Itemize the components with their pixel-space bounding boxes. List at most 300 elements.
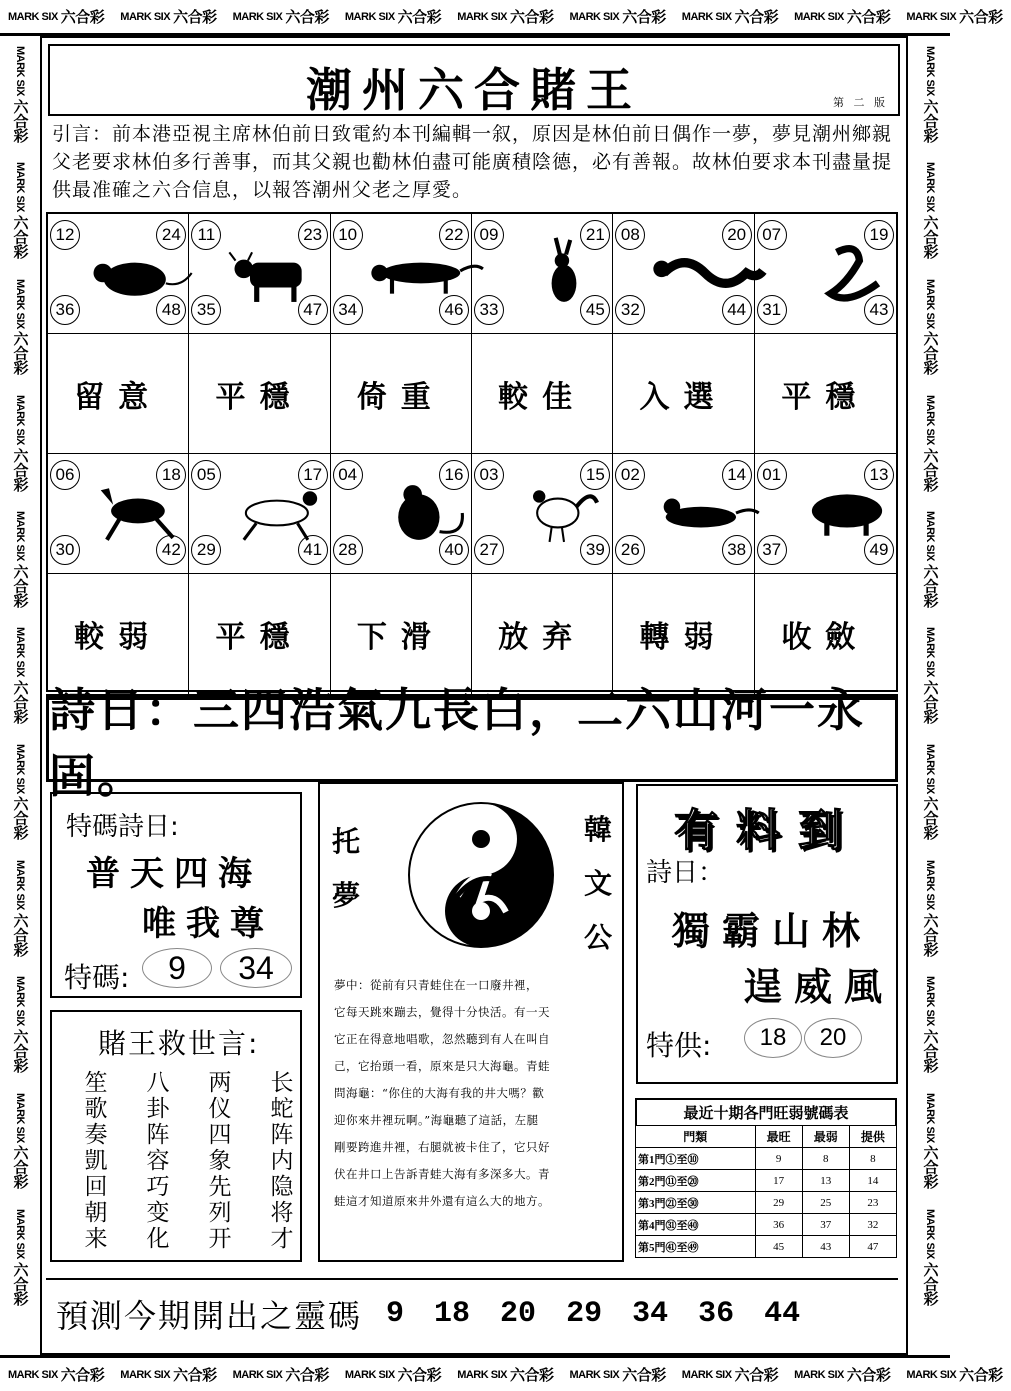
highlight-line-2: 逞威風	[744, 965, 895, 1009]
gambler-char: 先	[208, 1174, 232, 1200]
watermark-logo	[898, 1364, 1010, 1385]
rooster-icon	[502, 482, 626, 544]
gambler-char: 八	[146, 1070, 170, 1096]
zodiac-number: 39	[580, 535, 610, 565]
watermark-latin: MARK SIX	[14, 394, 26, 445]
zodiac-number: 26	[615, 535, 645, 565]
watermark-strip-right	[910, 36, 950, 1355]
watermark-logo	[920, 850, 941, 966]
zodiac-number: 27	[474, 535, 504, 565]
zodiac-trend: 平穩	[755, 334, 896, 454]
watermark-logo	[449, 1364, 561, 1385]
watermark-logo	[225, 6, 337, 27]
watermark-latin: MARK SIX	[924, 859, 936, 910]
zodiac-number: 17	[298, 460, 328, 490]
zodiac-number: 32	[615, 295, 645, 325]
zodiac-cell	[331, 214, 472, 334]
watermark-logo	[337, 6, 449, 27]
gambler-char: 才	[270, 1226, 294, 1252]
zodiac-trend: 較弱	[48, 574, 189, 694]
watermark-chinese: 六合彩	[921, 98, 939, 143]
watermark-latin: MARK SIX	[14, 859, 26, 910]
stats-cell: 36	[755, 1214, 802, 1236]
watermark-latin: MARK SIX	[14, 1208, 26, 1259]
stats-cell: 第3門㉑至㉚	[636, 1192, 756, 1214]
watermark-strip-top	[0, 0, 1003, 36]
watermark-chinese: 六合彩	[11, 1261, 29, 1306]
zodiac-cell	[755, 214, 896, 334]
intro-text: 引言：前本港亞視主席林伯前日致電約本刊編輯一叙，原因是林伯前日偶作一夢，夢見潮州鄉親父老要求林伯多行善事，而其父親也勸林伯盡可能廣積陰德，必有善報。故林伯要求本刊盡量提供最准確之六合信息，以報答潮州父老之厚愛。	[52, 123, 893, 201]
watermark-logo	[449, 6, 561, 27]
highlight-number-2: 20	[804, 1018, 862, 1058]
zodiac-number: 12	[50, 220, 80, 250]
zodiac-number: 45	[580, 295, 610, 325]
story-line: 迎你來井裡玩啊。”海龜聽了這話，左腿	[334, 1113, 539, 1127]
zodiac-trend: 平穩	[189, 334, 330, 454]
zodiac-number: 37	[757, 535, 787, 565]
zodiac-number: 22	[439, 220, 469, 250]
gambler-char: 两	[208, 1070, 232, 1096]
watermark-logo	[920, 617, 941, 733]
prediction-bar	[46, 1278, 898, 1348]
watermark-latin: MARK SIX	[924, 278, 936, 329]
zodiac-number: 08	[615, 220, 645, 250]
zodiac-number: 01	[757, 460, 787, 490]
watermark-latin: MARK SIX	[924, 627, 936, 678]
zodiac-number: 33	[474, 295, 504, 325]
goat-icon	[219, 482, 343, 544]
stats-header-cell: 門類	[636, 1126, 756, 1148]
yin-yang-icon	[406, 800, 556, 950]
watermark-latin: MARK SIX	[681, 10, 732, 23]
zodiac-number: 35	[191, 295, 221, 325]
monkey-icon	[361, 482, 485, 544]
zodiac-cell	[472, 214, 613, 334]
zodiac-number: 02	[615, 460, 645, 490]
dream-right-label	[584, 808, 612, 956]
prediction-number: 20	[500, 1297, 537, 1331]
zodiac-number: 46	[439, 295, 469, 325]
watermark-latin: MARK SIX	[906, 1368, 957, 1381]
dream-right-char: 韓	[583, 813, 612, 846]
gambler-char: 歌	[84, 1096, 108, 1122]
stats-header-row	[636, 1126, 897, 1148]
highlight-number-1: 18	[744, 1018, 802, 1058]
watermark-latin: MARK SIX	[120, 10, 171, 23]
watermark-chinese: 六合彩	[11, 98, 29, 143]
watermark-latin: MARK SIX	[457, 10, 507, 23]
prediction-number: 44	[764, 1297, 801, 1331]
watermark-chinese: 六合彩	[921, 215, 939, 259]
highlight-box	[636, 784, 898, 1084]
gambler-char: 凱	[84, 1148, 108, 1174]
watermark-chinese: 六合彩	[11, 331, 29, 375]
gambler-char: 奏	[84, 1122, 108, 1148]
watermark-chinese: 六合彩	[285, 9, 329, 26]
zodiac-cell	[189, 454, 330, 574]
zodiac-number: 41	[298, 535, 328, 565]
gambler-char: 列	[208, 1200, 232, 1226]
prediction-numbers	[386, 1297, 800, 1331]
watermark-latin: MARK SIX	[924, 743, 936, 794]
watermark-chinese: 六合彩	[509, 9, 554, 26]
gambler-char: 仪	[208, 1096, 232, 1122]
story-line: 它每天跳來蹦去，覺得十分快活。有一天	[334, 1005, 550, 1019]
watermark-latin: MARK SIX	[924, 394, 936, 445]
zodiac-grid	[46, 212, 898, 692]
watermark-logo	[674, 6, 786, 27]
zodiac-number: 15	[580, 460, 610, 490]
story-line: 夢中：從前有只青蛙住在一口廢井裡，	[334, 978, 538, 992]
zodiac-number: 04	[333, 460, 363, 490]
watermark-latin: MARK SIX	[120, 1368, 171, 1381]
watermark-logo	[0, 6, 112, 27]
stats-row	[636, 1214, 897, 1236]
rat-icon	[78, 242, 202, 304]
watermark-logo	[10, 501, 31, 617]
zodiac-number: 29	[191, 535, 221, 565]
stats-cell: 17	[755, 1170, 802, 1192]
watermark-chinese: 六合彩	[11, 912, 29, 957]
zodiac-trend: 入選	[613, 334, 754, 454]
zodiac-cell	[613, 454, 754, 574]
watermark-logo	[561, 6, 673, 27]
gambler-char: 隐	[270, 1174, 294, 1200]
watermark-latin: MARK SIX	[14, 627, 26, 678]
watermark-logo	[920, 385, 941, 501]
watermark-chinese: 六合彩	[921, 680, 939, 724]
zodiac-trend: 轉弱	[613, 574, 754, 694]
story-line: 它正在得意地唱歌，忽然聽到有人在叫自	[334, 1032, 550, 1046]
watermark-latin: MARK SIX	[924, 511, 936, 561]
zodiac-number: 06	[50, 460, 80, 490]
stats-cell: 37	[802, 1214, 849, 1236]
gambler-char: 内	[270, 1148, 294, 1174]
stats-cell: 32	[849, 1214, 896, 1236]
watermark-latin: MARK SIX	[794, 1368, 844, 1381]
watermark-logo	[920, 36, 941, 152]
watermark-chinese: 六合彩	[846, 1367, 891, 1384]
zodiac-number: 24	[156, 220, 186, 250]
zodiac-number: 30	[50, 535, 80, 565]
highlight-poem-label: 詩日：	[646, 858, 725, 888]
watermark-latin: MARK SIX	[14, 511, 26, 561]
watermark-logo	[112, 1364, 224, 1385]
poem-banner: 詩日：三四浩氣九長白，二六山河一永固。	[46, 694, 898, 782]
header	[48, 44, 900, 116]
watermark-logo	[920, 501, 941, 617]
ox-icon	[219, 242, 343, 304]
watermark-latin: MARK SIX	[8, 10, 58, 23]
prediction-number: 18	[434, 1297, 471, 1331]
watermark-latin: MARK SIX	[14, 46, 26, 96]
prediction-number: 34	[632, 1297, 669, 1331]
watermark-chinese: 六合彩	[921, 1145, 939, 1189]
stats-title: 最近十期各門旺弱號碼表	[635, 1098, 897, 1125]
dragon-icon	[643, 242, 767, 304]
stats-cell: 43	[802, 1236, 849, 1258]
gambler-char: 巧	[146, 1174, 170, 1200]
zodiac-cell	[613, 214, 754, 334]
watermark-logo	[10, 1199, 31, 1315]
zodiac-number: 48	[156, 295, 186, 325]
zodiac-number: 40	[439, 535, 469, 565]
special-poem-line-1: 普天四海	[86, 854, 262, 894]
watermark-logo	[337, 1364, 449, 1385]
watermark-chinese: 六合彩	[397, 1367, 442, 1384]
watermark-latin: MARK SIX	[14, 278, 26, 329]
watermark-latin: MARK SIX	[232, 1368, 283, 1381]
watermark-latin: MARK SIX	[924, 162, 936, 213]
page-title: 潮州六合賭王	[306, 63, 642, 117]
zodiac-number: 44	[722, 295, 752, 325]
watermark-logo	[10, 734, 31, 850]
zodiac-trend: 留意	[48, 334, 189, 454]
watermark-logo	[10, 385, 31, 501]
stats-cell: 9	[755, 1148, 802, 1170]
watermark-chinese: 六合彩	[734, 9, 779, 26]
watermark-logo	[920, 152, 941, 268]
zodiac-trend: 倚重	[331, 334, 472, 454]
stats-row	[636, 1192, 897, 1214]
gambler-saying-box	[50, 1010, 302, 1262]
stats-table	[635, 1098, 897, 1258]
watermark-logo	[10, 152, 31, 268]
stats-cell: 14	[849, 1170, 896, 1192]
zodiac-cell	[48, 214, 189, 334]
stats-cell: 13	[802, 1170, 849, 1192]
watermark-chinese: 六合彩	[11, 563, 29, 608]
dream-left-char: 托	[332, 825, 361, 858]
watermark-latin: MARK SIX	[14, 976, 26, 1027]
zodiac-cell	[48, 454, 189, 574]
zodiac-number: 13	[864, 460, 894, 490]
watermark-logo	[225, 1364, 337, 1385]
watermark-latin: MARK SIX	[924, 1208, 936, 1259]
watermark-chinese: 六合彩	[11, 1029, 29, 1073]
gambler-title: 賭王救世言:	[98, 1027, 260, 1060]
watermark-logo	[674, 1364, 786, 1385]
watermark-chinese: 六合彩	[11, 796, 29, 840]
watermark-latin: MARK SIX	[344, 1368, 395, 1381]
watermark-chinese: 六合彩	[921, 1261, 939, 1306]
dream-story-box	[318, 782, 624, 1262]
watermark-logo	[786, 1364, 898, 1385]
zodiac-cell	[189, 214, 330, 334]
watermark-chinese: 六合彩	[734, 1367, 779, 1384]
watermark-latin: MARK SIX	[14, 743, 26, 794]
watermark-logo	[898, 6, 1010, 27]
watermark-latin: MARK SIX	[344, 10, 395, 23]
watermark-chinese: 六合彩	[11, 1145, 29, 1189]
watermark-latin: MARK SIX	[681, 1368, 732, 1381]
watermark-chinese: 六合彩	[60, 9, 105, 26]
zodiac-number: 03	[474, 460, 504, 490]
gambler-column	[206, 1070, 234, 1252]
gambler-char: 阵	[270, 1122, 294, 1148]
snake-icon	[785, 242, 909, 304]
zodiac-cell	[331, 454, 472, 574]
special-number-2: 34	[220, 948, 292, 988]
zodiac-number: 21	[580, 220, 610, 250]
dog-icon	[643, 482, 767, 544]
watermark-logo	[10, 269, 31, 385]
watermark-latin: MARK SIX	[569, 1368, 620, 1381]
watermark-logo	[561, 1364, 673, 1385]
stats-header-cell: 提供	[849, 1126, 896, 1148]
gambler-char: 将	[270, 1200, 294, 1226]
gambler-char: 容	[146, 1148, 170, 1174]
gambler-char: 长	[270, 1070, 294, 1096]
special-number-1: 9	[142, 948, 212, 988]
zodiac-trend: 下滑	[331, 574, 472, 694]
watermark-chinese: 六合彩	[921, 1029, 939, 1073]
watermark-chinese: 六合彩	[11, 215, 29, 259]
gambler-char: 来	[84, 1226, 108, 1252]
story-line: 問海龜：“你住的大海有我的井大嗎？歡	[334, 1086, 545, 1100]
prediction-number: 29	[566, 1297, 603, 1331]
story-line: 己，它抬頭一看，原來是只大海龜。青蛙	[334, 1059, 550, 1073]
watermark-logo	[786, 6, 898, 27]
zodiac-number: 47	[298, 295, 328, 325]
watermark-latin: MARK SIX	[8, 1368, 58, 1381]
dream-story-text	[334, 972, 612, 1215]
watermark-chinese: 六合彩	[11, 680, 29, 724]
highlight-line-1: 獨霸山林	[672, 909, 873, 953]
prediction-label: 預測今期開出之靈碼	[56, 1297, 363, 1335]
gambler-char: 开	[208, 1226, 232, 1252]
watermark-logo	[920, 966, 941, 1082]
stats-header-cell: 最弱	[802, 1126, 849, 1148]
special-title: 特碼詩日:	[66, 812, 179, 842]
watermark-chinese: 六合彩	[60, 1367, 105, 1384]
zodiac-number: 34	[333, 295, 363, 325]
watermark-latin: MARK SIX	[457, 1368, 507, 1381]
special-number-box	[50, 792, 302, 998]
gambler-char: 四	[208, 1122, 232, 1148]
highlight-provide-label: 特供:	[646, 1029, 712, 1062]
zodiac-number: 18	[156, 460, 186, 490]
dream-left-label	[332, 820, 360, 914]
watermark-latin: MARK SIX	[232, 10, 283, 23]
gambler-char: 笙	[84, 1070, 108, 1096]
stats-cell: 8	[802, 1148, 849, 1170]
gambler-column	[144, 1070, 172, 1252]
stats-cell: 第5門㊶至㊾	[636, 1236, 756, 1258]
edition-label: 第 二 版	[833, 96, 888, 109]
gambler-column	[268, 1070, 296, 1252]
gambler-char: 象	[208, 1148, 232, 1174]
watermark-logo	[920, 1083, 941, 1199]
watermark-logo	[10, 617, 31, 733]
watermark-chinese: 六合彩	[921, 447, 939, 492]
stats-row	[636, 1170, 897, 1192]
zodiac-trend: 收斂	[781, 620, 870, 655]
story-line: 剛要跨進井裡，右腿就被卡住了，它只好	[334, 1140, 550, 1154]
stats-cell: 47	[849, 1236, 896, 1258]
zodiac-number: 38	[722, 535, 752, 565]
watermark-chinese: 六合彩	[285, 1367, 329, 1384]
zodiac-number: 23	[298, 220, 328, 250]
zodiac-number: 31	[757, 295, 787, 325]
story-line: 伏在井口上告訴青蛙大海有多深多大。青	[334, 1167, 550, 1181]
watermark-chinese: 六合彩	[622, 1367, 666, 1384]
dream-left-char: 夢	[332, 879, 361, 912]
prediction-number: 9	[386, 1297, 405, 1331]
watermark-logo	[0, 1364, 112, 1385]
story-line: 蛙這才知道原來井外還有這么大的地方。	[334, 1194, 550, 1208]
stats-cell: 第4門㉛至㊵	[636, 1214, 756, 1236]
watermark-latin: MARK SIX	[924, 1092, 936, 1143]
watermark-chinese: 六合彩	[921, 912, 939, 957]
watermark-latin: MARK SIX	[14, 162, 26, 213]
tiger-icon	[361, 242, 485, 304]
zodiac-number: 28	[333, 535, 363, 565]
stats-header-cell: 最旺	[755, 1126, 802, 1148]
watermark-latin: MARK SIX	[924, 46, 936, 96]
special-poem-line-2: 唯我尊	[142, 904, 274, 944]
zodiac-number: 36	[50, 295, 80, 325]
watermark-chinese: 六合彩	[173, 1367, 217, 1384]
watermark-chinese: 六合彩	[921, 331, 939, 375]
watermark-chinese: 六合彩	[959, 9, 1003, 26]
gambler-char: 阵	[146, 1122, 170, 1148]
watermark-logo	[10, 36, 31, 152]
gambler-char: 卦	[146, 1096, 170, 1122]
watermark-latin: MARK SIX	[569, 10, 620, 23]
watermark-logo	[10, 966, 31, 1082]
stats-cell: 23	[849, 1192, 896, 1214]
watermark-logo	[112, 6, 224, 27]
zodiac-trend: 較佳	[472, 334, 613, 454]
zodiac-number: 19	[864, 220, 894, 250]
special-number-label: 特碼:	[64, 961, 130, 994]
watermark-chinese: 六合彩	[11, 447, 29, 492]
watermark-chinese: 六合彩	[921, 563, 939, 608]
horse-icon	[78, 482, 202, 544]
gambler-char: 蛇	[270, 1096, 294, 1122]
zodiac-cell	[755, 454, 896, 574]
stats-row	[636, 1148, 897, 1170]
rabbit-icon	[502, 242, 626, 304]
watermark-latin: MARK SIX	[924, 976, 936, 1027]
stats-cell: 45	[755, 1236, 802, 1258]
watermark-latin: MARK SIX	[906, 10, 957, 23]
pig-icon	[785, 482, 909, 544]
stats-cell: 8	[849, 1148, 896, 1170]
watermark-latin: MARK SIX	[794, 10, 844, 23]
stats-cell: 29	[755, 1192, 802, 1214]
watermark-chinese: 六合彩	[397, 9, 442, 26]
gambler-char: 回	[84, 1174, 108, 1200]
zodiac-trend: 放弃	[472, 574, 613, 694]
watermark-strip-left	[0, 36, 40, 1355]
watermark-chinese: 六合彩	[622, 9, 666, 26]
highlight-title: 有料到	[674, 805, 860, 856]
watermark-logo	[920, 734, 941, 850]
zodiac-number: 10	[333, 220, 363, 250]
stats-cell: 第2門⑪至⑳	[636, 1170, 756, 1192]
zodiac-number: 05	[191, 460, 221, 490]
watermark-logo	[10, 850, 31, 966]
prediction-number: 36	[698, 1297, 735, 1331]
zodiac-number: 14	[722, 460, 752, 490]
gambler-char: 化	[146, 1226, 170, 1252]
watermark-strip-bottom	[0, 1355, 1003, 1391]
gambler-char: 变	[146, 1200, 170, 1226]
watermark-logo	[920, 269, 941, 385]
zodiac-number: 49	[864, 535, 894, 565]
